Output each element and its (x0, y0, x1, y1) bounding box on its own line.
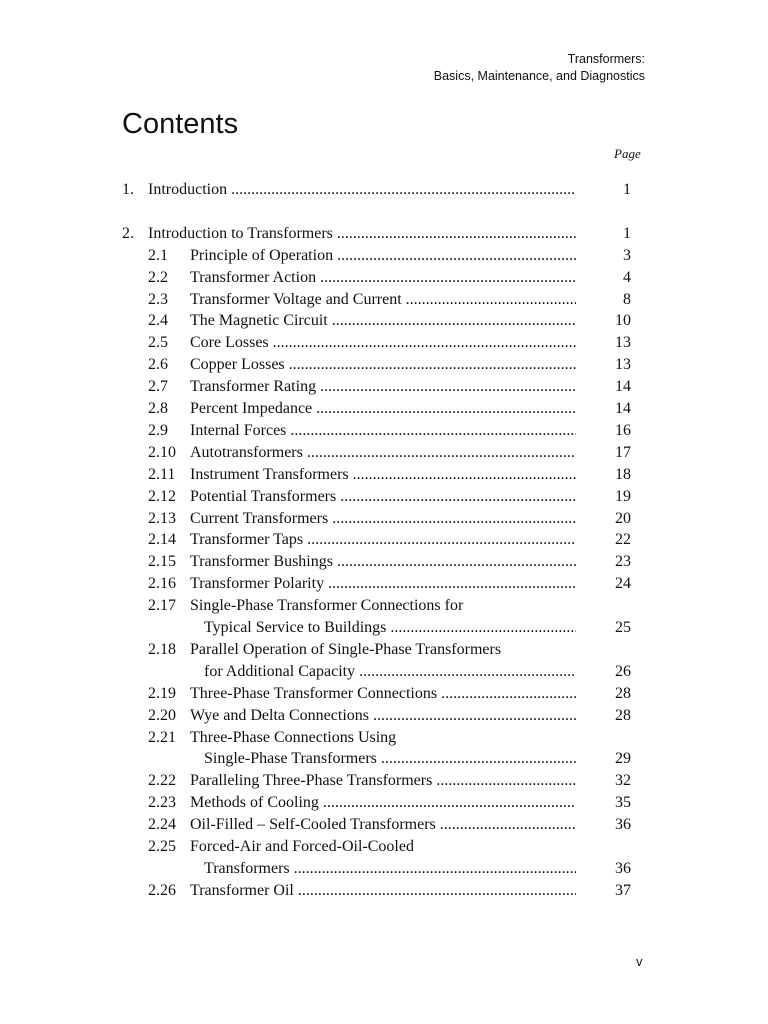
header-line-2: Basics, Maintenance, and Diagnostics (433, 69, 645, 83)
toc-entry[interactable] (0, 223, 768, 245)
toc-entry-continuation[interactable] (0, 858, 768, 880)
toc-entry-page: 10 (615, 312, 631, 330)
toc-entry-page: 28 (615, 706, 631, 724)
toc-entry-page: 19 (615, 487, 631, 505)
toc-entry-page: 1 (623, 181, 631, 198)
toc-entry-number: 1. (122, 181, 134, 198)
toc-entry-continuation[interactable] (0, 661, 768, 683)
toc-entry[interactable] (0, 727, 768, 749)
toc-entry-number: 2.22 (148, 772, 176, 790)
toc-entry[interactable] (0, 770, 768, 792)
toc-entry[interactable] (0, 508, 768, 530)
toc-entry[interactable] (0, 310, 768, 332)
toc-entry-page: 32 (615, 772, 631, 790)
toc-entry-page: 24 (615, 575, 631, 593)
toc-entry-title: Introduction ..... (148, 179, 576, 201)
toc-entry-title: The Magnetic Circuit ..... (190, 310, 576, 332)
toc-entry-page: 17 (615, 443, 631, 461)
toc-entry[interactable] (0, 683, 768, 705)
toc-entry-title-continued: Transformers ..... (204, 858, 576, 880)
toc-entry-title: Three-Phase Transformer Connections ..... (190, 683, 576, 705)
toc-entry[interactable] (0, 836, 768, 858)
toc-entry-number: 2.15 (148, 553, 176, 571)
toc-entry[interactable] (0, 529, 768, 551)
toc-entry-number: 2.20 (148, 706, 176, 724)
toc-entry-number: 2. (122, 224, 134, 242)
toc-entry-title: Transformer Voltage and Current ..... (190, 289, 576, 311)
toc-entry-title: Percent Impedance ..... (190, 398, 576, 420)
toc-entry-page: 25 (615, 619, 631, 636)
toc-entry-number: 2.7 (148, 378, 168, 396)
toc-entry[interactable] (0, 354, 768, 376)
running-header (434, 51, 645, 85)
toc-entry-title: Internal Forces ..... (190, 420, 576, 442)
toc-entry-page: 28 (615, 684, 631, 702)
toc-entry-page: 36 (615, 816, 631, 834)
toc-entry-number: 2.5 (148, 334, 168, 352)
toc-entry[interactable] (0, 595, 768, 617)
toc-entry-number: 2.17 (148, 597, 176, 615)
page-title: Contents (122, 108, 239, 140)
toc-entry-title: Wye and Delta Connections ..... (190, 705, 576, 727)
toc-entry-page: 13 (615, 334, 631, 352)
toc-entry-page: 23 (615, 553, 631, 571)
toc-entry-number: 2.18 (148, 640, 176, 658)
toc-entry-number: 2.19 (148, 684, 176, 702)
toc-entry-page: 22 (615, 531, 631, 549)
toc-entry-number: 2.25 (148, 838, 176, 855)
toc-entry-title-continued: Single-Phase Transformers ..... (204, 748, 576, 770)
toc-entry-title: Parallel Operation of Single-Phase Transformers (190, 640, 502, 658)
header-line-1: Transformers: (567, 52, 645, 66)
toc-entry-title-continued: for Additional Capacity ..... (204, 661, 576, 683)
toc-entry-page: 37 (615, 881, 631, 899)
toc-entry-number: 2.10 (148, 443, 176, 461)
toc-entry-page: 26 (615, 662, 631, 680)
toc-entry-page: 36 (615, 859, 631, 877)
toc-entry-page: 18 (615, 465, 631, 483)
toc-entry-title: Transformer Action ..... (190, 267, 576, 289)
toc-entry[interactable] (0, 442, 768, 464)
toc-entry-title: Oil-Filled – Self-Cooled Transformers ..... (190, 814, 576, 836)
toc-entry-number: 2.8 (148, 400, 168, 417)
toc-entry-page: 20 (615, 509, 631, 527)
toc-entry-number: 2.3 (148, 290, 168, 308)
toc-entry-number: 2.23 (148, 794, 176, 812)
toc-entry-title: Paralleling Three-Phase Transformers ..... (190, 770, 576, 792)
toc-entry[interactable] (0, 179, 768, 201)
toc-entry-number: 2.13 (148, 509, 176, 527)
toc-entry-title: Principle of Operation ..... (190, 245, 576, 267)
toc-entry[interactable] (0, 814, 768, 836)
toc-entry[interactable] (0, 289, 768, 311)
toc-entry-title: Transformer Oil ..... (190, 880, 576, 902)
toc-entry-title: Autotransformers ..... (190, 442, 576, 464)
toc-entry-title: Potential Transformers ..... (190, 486, 576, 508)
toc-entry[interactable] (0, 486, 768, 508)
toc-entry-number: 2.21 (148, 728, 176, 746)
toc-entry-page: 16 (615, 421, 631, 439)
toc-entry-title-continued: Typical Service to Buildings ..... (204, 617, 576, 639)
toc-entry-page: 14 (615, 400, 631, 417)
toc-entry-number: 2.26 (148, 881, 176, 899)
toc-entry-continuation[interactable] (0, 748, 768, 770)
toc-entry-title: Instrument Transformers ..... (190, 464, 576, 486)
toc-entry[interactable] (0, 332, 768, 354)
toc-entry[interactable] (0, 573, 768, 595)
toc-entry-title: Introduction to Transformers ..... (148, 223, 576, 245)
toc-entry-title: Transformer Rating ..... (190, 376, 576, 398)
toc-entry[interactable] (0, 551, 768, 573)
toc-entry-title: Three-Phase Connections Using (190, 728, 397, 746)
toc-entry-number: 2.24 (148, 816, 176, 834)
toc-entry-page: 13 (615, 356, 631, 374)
toc-entry-title: Forced-Air and Forced-Oil-Cooled (190, 838, 414, 855)
toc-entry-title: Copper Losses ..... (190, 354, 576, 376)
toc-entry-continuation[interactable] (0, 617, 768, 639)
toc-entry-page: 4 (623, 268, 631, 286)
toc-entry[interactable] (0, 376, 768, 398)
toc-entry-page: 35 (615, 794, 631, 812)
toc-entry-number: 2.6 (148, 356, 168, 374)
toc-entry-page: 14 (615, 378, 631, 396)
toc-entry[interactable] (0, 639, 768, 661)
toc-entry-number: 2.16 (148, 575, 176, 593)
toc-entry-number: 2.14 (148, 531, 176, 549)
toc-entry-number: 2.12 (148, 487, 176, 505)
toc-entry-title: Transformer Taps ..... (190, 529, 576, 551)
toc-entry[interactable] (0, 880, 768, 902)
toc-entry-title: Transformer Polarity ..... (190, 573, 576, 595)
toc-entry-title: Single-Phase Transformer Connections for (190, 597, 464, 615)
toc-entry[interactable] (0, 464, 768, 486)
toc-entry[interactable] (0, 792, 768, 814)
toc-entry[interactable] (0, 267, 768, 289)
toc-entry-title: Core Losses ..... (190, 332, 576, 354)
toc-entry-page: 1 (623, 224, 631, 242)
toc-entry-title: Current Transformers ..... (190, 508, 576, 530)
toc-entry[interactable] (0, 420, 768, 442)
page-column-label: Page (614, 146, 641, 161)
page-number: v (636, 954, 643, 969)
toc-entry-number: 2.4 (148, 312, 168, 330)
toc-entry-number: 2.1 (148, 246, 168, 264)
toc-entry[interactable] (0, 245, 768, 267)
toc-entry[interactable] (0, 705, 768, 727)
toc-entry-number: 2.2 (148, 268, 168, 286)
toc-entry-page: 29 (615, 750, 631, 768)
toc-entry-number: 2.9 (148, 421, 168, 439)
toc-entry-title: Transformer Bushings ..... (190, 551, 576, 573)
toc-entry-number: 2.11 (148, 465, 176, 483)
toc-entry-page: 3 (623, 246, 631, 264)
toc-entry[interactable] (0, 398, 768, 420)
toc-entry-title: Methods of Cooling ..... (190, 792, 576, 814)
toc-entry-page: 8 (623, 290, 631, 308)
